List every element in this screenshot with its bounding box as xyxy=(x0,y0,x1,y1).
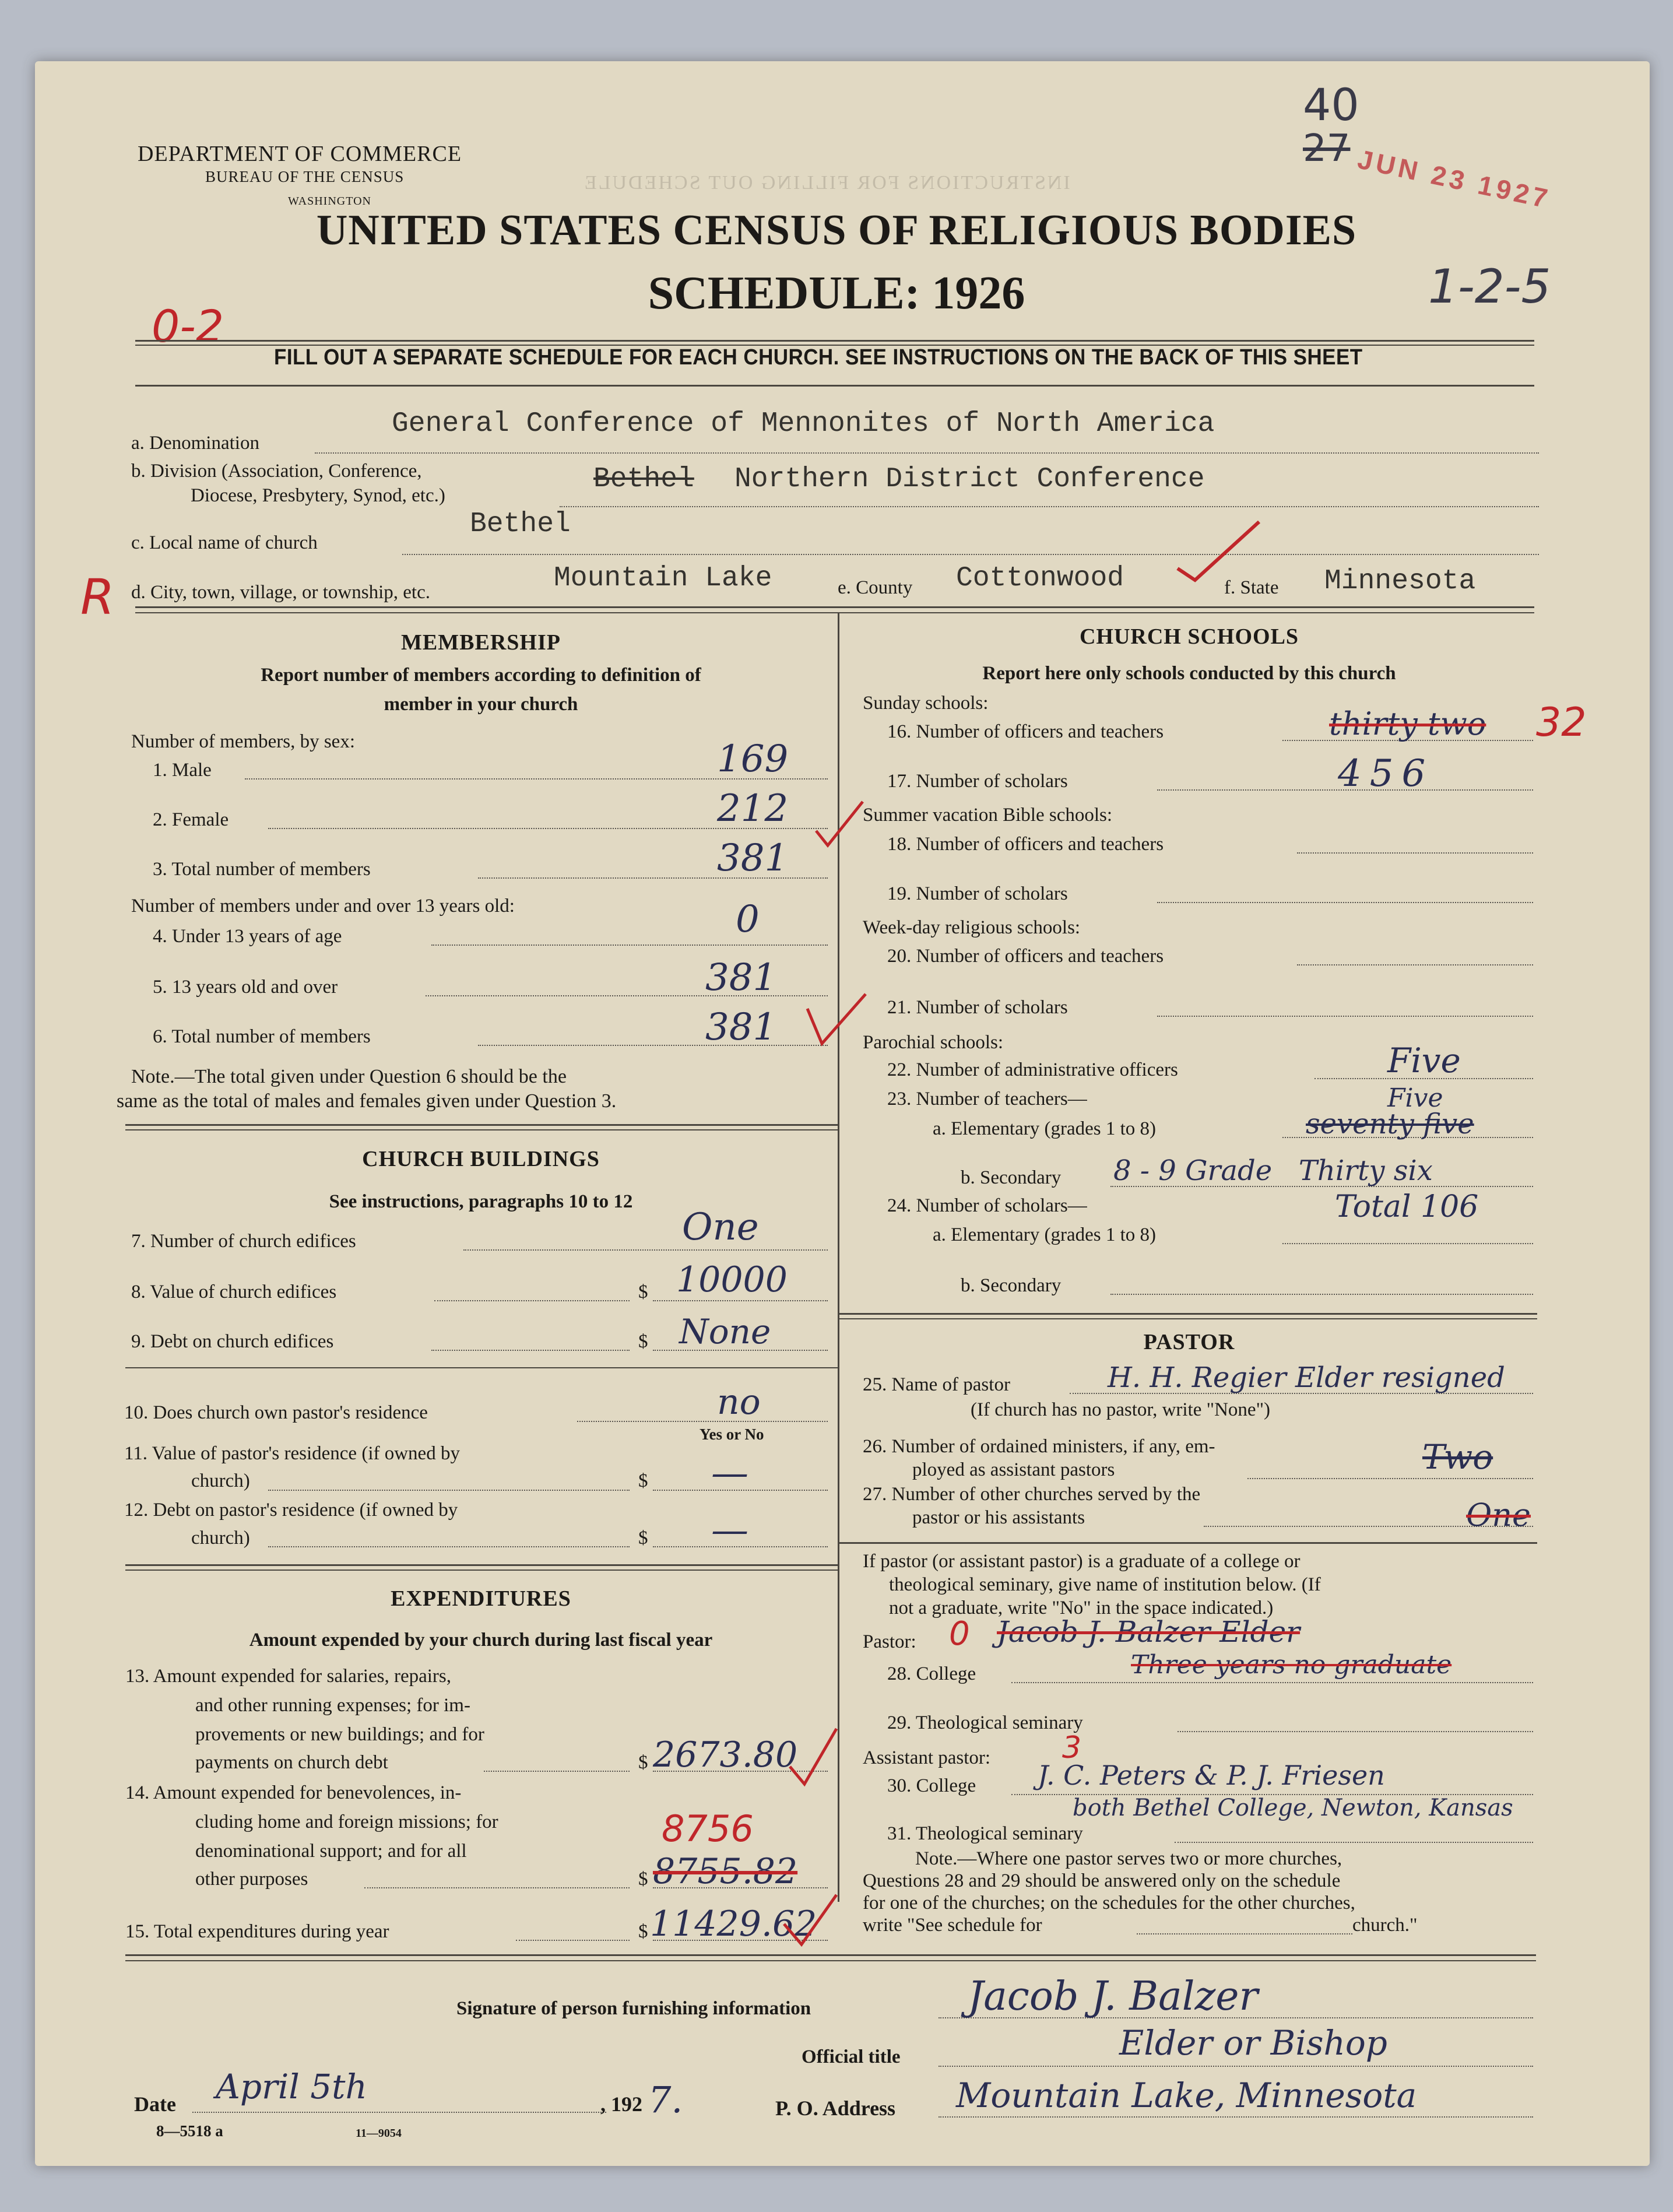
sunday-schools-label: Sunday schools: xyxy=(863,693,989,714)
q13-label-3: provements or new buildings; and for xyxy=(195,1724,484,1745)
received-date-stamp: JUN 23 1927 xyxy=(1355,143,1554,215)
red-checkmark-county xyxy=(1172,516,1265,586)
q26-label: 26. Number of ordained ministers, if any, em- xyxy=(863,1436,1215,1457)
red-checkmark-q15 xyxy=(781,1889,839,1947)
q19-label: 19. Number of scholars xyxy=(887,883,1068,904)
q30-value: J. C. Peters & P. J. Friesen xyxy=(1038,1760,1385,1791)
q30-value-2: both Bethel College, Newton, Kansas xyxy=(1073,1795,1513,1821)
local-name-line xyxy=(402,554,1539,555)
main-bottom-rule xyxy=(125,1954,1536,1956)
membership-heading: MEMBERSHIP xyxy=(401,630,561,655)
pastor-note-3: for one of the churches; on the schedules for the other churches, xyxy=(863,1893,1355,1913)
city-heading: WASHINGTON xyxy=(288,195,371,208)
q25-note: (If church has no pastor, write "None") xyxy=(971,1399,1271,1420)
graduate-instructions-3: not a graduate, write "No" in the space indicated.) xyxy=(889,1597,1274,1618)
q4-label: 4. Under 13 years of age xyxy=(153,926,342,947)
department-heading: DEPARTMENT OF COMMERCE xyxy=(138,142,462,166)
division-line xyxy=(560,506,1539,507)
division-label-2: Diocese, Presbytery, Synod, etc.) xyxy=(191,485,445,506)
county-value: Cottonwood xyxy=(956,563,1124,594)
q12-dollar: $ xyxy=(638,1528,648,1549)
signature-value: Jacob J. Balzer xyxy=(968,1974,1259,2020)
membership-rule-2 xyxy=(125,1129,838,1130)
q2-value: 212 xyxy=(717,787,789,830)
po-address-value: Mountain Lake, Minnesota xyxy=(956,2076,1417,2115)
membership-intro-2: member in your church xyxy=(384,694,578,715)
q13-label: 13. Amount expended for salaries, repairs, xyxy=(125,1666,452,1687)
membership-rule xyxy=(125,1124,838,1126)
membership-note-2: same as the total of males and females given under Question 3. xyxy=(117,1090,617,1112)
struck-filing-number-text: 27 xyxy=(1303,127,1351,170)
q24a-label: a. Elementary (grades 1 to 8) xyxy=(933,1224,1157,1245)
q20-line xyxy=(1297,964,1533,965)
buildings-intro: See instructions, paragraphs 10 to 12 xyxy=(329,1191,633,1212)
q11-label: 11. Value of pastor's residence (if owned by xyxy=(124,1443,460,1464)
state-value: Minnesota xyxy=(1324,566,1476,597)
q23a-struck-text: seventy five xyxy=(1306,1108,1474,1140)
q13-line xyxy=(484,1771,630,1772)
denomination-value: General Conference of Mennonites of North America xyxy=(392,408,1215,440)
membership-intro: Report number of members according to definition of xyxy=(261,665,701,686)
filing-number: 40 xyxy=(1303,79,1359,131)
date-line xyxy=(192,2112,606,2113)
q30-label: 30. College xyxy=(887,1775,976,1796)
assistant-pastor-label: Assistant pastor: xyxy=(863,1747,991,1768)
q23a-struck-value xyxy=(1306,1108,1474,1140)
q4-line xyxy=(431,945,828,946)
q8-dollar: $ xyxy=(638,1281,648,1302)
official-title-line xyxy=(939,2066,1533,2067)
q16-struck-value xyxy=(1329,705,1486,742)
form-title: UNITED STATES CENSUS OF RELIGIOUS BODIES xyxy=(316,206,1357,254)
q17-label: 17. Number of scholars xyxy=(887,771,1068,792)
q9-line xyxy=(431,1350,630,1351)
weekday-schools-label: Week-day religious schools: xyxy=(863,917,1081,938)
q13-value: 2673.80 xyxy=(653,1735,798,1775)
q18-label: 18. Number of officers and teachers xyxy=(887,834,1164,855)
q16-label: 16. Number of officers and teachers xyxy=(887,721,1164,742)
q5-label: 5. 13 years old and over xyxy=(153,977,338,998)
denomination-label: a. Denomination xyxy=(131,433,259,454)
q8-label: 8. Value of church edifices xyxy=(131,1281,337,1302)
pastor-note-4b: church." xyxy=(1352,1915,1418,1936)
q25-value: H. H. Regier Elder resigned xyxy=(1108,1361,1505,1394)
pastor-note: Note.—Where one pastor serves two or more churches, xyxy=(915,1848,1342,1869)
header-rule-top xyxy=(135,340,1534,342)
print-number: 11—9054 xyxy=(356,2127,402,2140)
q23b-label: b. Secondary xyxy=(961,1167,1062,1188)
po-address-line xyxy=(939,2116,1533,2118)
date-label: Date xyxy=(134,2092,176,2116)
q1-value: 169 xyxy=(717,738,789,781)
instruction-banner: FILL OUT A SEPARATE SCHEDULE FOR EACH CHURCH. SEE INSTRUCTIONS ON THE BACK OF THIS SHEET xyxy=(274,345,1363,370)
header-rule-bottom xyxy=(135,385,1534,387)
q3-value: 381 xyxy=(717,837,789,880)
official-title-value: Elder or Bishop xyxy=(1119,2023,1387,2063)
pastor-value xyxy=(997,1615,1300,1649)
denomination-line xyxy=(315,452,1539,454)
q8-line xyxy=(434,1300,630,1301)
members-by-sex-label: Number of members, by sex: xyxy=(131,731,355,752)
summer-schools-label: Summer vacation Bible schools: xyxy=(863,805,1113,826)
q27-label-2: pastor or his assistants xyxy=(912,1507,1085,1528)
parochial-schools-label: Parochial schools: xyxy=(863,1032,1004,1053)
county-label: e. County xyxy=(838,577,913,598)
q22-label: 22. Number of administrative officers xyxy=(887,1059,1178,1080)
q13-label-4: payments on church debt xyxy=(195,1752,388,1773)
q10-line xyxy=(577,1421,828,1422)
q13-dollar: $ xyxy=(638,1752,648,1773)
q8-value: 10000 xyxy=(676,1259,788,1300)
city-value: Mountain Lake xyxy=(554,563,772,594)
expenditures-intro: Amount expended by your church during last fiscal year xyxy=(249,1630,713,1651)
q14-struck-value xyxy=(653,1851,797,1892)
q7-value: One xyxy=(682,1206,759,1249)
q7-line xyxy=(463,1249,828,1251)
yes-no-caption: Yes or No xyxy=(700,1425,764,1443)
pastor-mark: 0 xyxy=(949,1615,970,1653)
q21-line xyxy=(1157,1016,1533,1017)
q15-label: 15. Total expenditures during year xyxy=(125,1921,389,1942)
buildings-rule-2 xyxy=(125,1570,838,1571)
schools-heading: CHURCH SCHOOLS xyxy=(1079,624,1299,649)
q28-line xyxy=(1011,1682,1533,1683)
q19-line xyxy=(1157,902,1533,903)
expenditures-heading: EXPENDITURES xyxy=(391,1586,571,1611)
q6-label: 6. Total number of members xyxy=(153,1026,371,1047)
q24-label: 24. Number of scholars— xyxy=(887,1195,1087,1216)
division-value: Northern District Conference xyxy=(734,464,1205,495)
division-label: b. Division (Association, Conference, xyxy=(131,461,422,482)
q14-dollar: $ xyxy=(638,1869,648,1890)
year-digit: 7. xyxy=(648,2078,683,2121)
code-left: 0-2 xyxy=(152,300,224,352)
schedule-title: SCHEDULE: 1926 xyxy=(648,268,1025,319)
pastor-note-2: Questions 28 and 29 should be answered only on the schedule xyxy=(863,1870,1341,1891)
q15-line xyxy=(516,1940,630,1941)
q23-label: 23. Number of teachers— xyxy=(887,1089,1087,1109)
buildings-heading: CHURCH BUILDINGS xyxy=(362,1147,600,1171)
q28-label: 28. College xyxy=(887,1663,976,1684)
q5-value: 381 xyxy=(705,956,777,999)
assistant-pastor-mark: 3 xyxy=(1062,1730,1082,1765)
q14-struck-text: 8755.82 xyxy=(653,1851,798,1892)
q11-label-2: church) xyxy=(191,1470,250,1491)
struck-filing-number xyxy=(1303,127,1350,170)
division-struck-value xyxy=(593,464,694,495)
q18-line xyxy=(1297,852,1533,854)
red-checkmark-q13 xyxy=(787,1726,839,1790)
review-mark-r: R xyxy=(80,568,115,626)
q25-label: 25. Name of pastor xyxy=(863,1374,1010,1395)
pastor-name-text: Jacob J. Balzer Elder xyxy=(997,1615,1301,1649)
q27-value: One xyxy=(1466,1497,1531,1533)
q23a-value: Five xyxy=(1387,1083,1443,1113)
main-bottom-rule-2 xyxy=(125,1960,1536,1961)
red-checkmark-q6 xyxy=(804,991,869,1049)
q2-label: 2. Female xyxy=(153,809,229,830)
red-checkmark-q2 xyxy=(813,799,866,851)
q9-value: None xyxy=(679,1312,771,1351)
q14-label-3: denominational support; and for all xyxy=(195,1841,467,1862)
q12-label: 12. Debt on pastor's residence (if owned by xyxy=(124,1500,458,1521)
q15-value: 11429.62 xyxy=(650,1904,817,1944)
official-title-label: Official title xyxy=(802,2046,901,2067)
graduate-instructions-2: theological seminary, give name of institution below. (If xyxy=(889,1574,1321,1595)
local-name-value: Bethel xyxy=(470,508,571,540)
q28-value-text: Three years no graduate xyxy=(1131,1650,1452,1680)
q12-value: — xyxy=(711,1509,748,1552)
schools-rule xyxy=(838,1313,1537,1315)
q10-label: 10. Does church own pastor's residence xyxy=(124,1402,428,1423)
q24-total: Total 106 xyxy=(1335,1189,1479,1224)
q9-label: 9. Debt on church edifices xyxy=(131,1331,334,1352)
q14-line xyxy=(364,1887,630,1888)
code-right: 1-2-5 xyxy=(1428,259,1551,314)
graduate-instructions: If pastor (or assistant pastor) is a graduate of a college or xyxy=(863,1551,1301,1572)
pastor-note-line xyxy=(1137,1933,1352,1934)
membership-note: Note.—The total given under Question 6 should be the xyxy=(131,1066,567,1087)
bureau-heading: BUREAU OF THE CENSUS xyxy=(205,168,405,185)
q12-label-2: church) xyxy=(191,1528,250,1549)
po-address-label: P. O. Address xyxy=(775,2097,896,2120)
age-intro-label: Number of members under and over 13 years old: xyxy=(131,896,515,917)
year-prefix: , 192 xyxy=(600,2092,642,2116)
q14-label-2: cluding home and foreign missions; for xyxy=(195,1811,498,1832)
q16-struck-text: thirty two xyxy=(1329,705,1486,742)
state-label: f. State xyxy=(1224,577,1279,598)
q14-correction: 8756 xyxy=(662,1807,754,1850)
q24b-line xyxy=(1110,1294,1533,1295)
pastor-label: Pastor: xyxy=(863,1631,916,1652)
q9-dollar: $ xyxy=(638,1331,648,1352)
schools-intro: Report here only schools conducted by this church xyxy=(982,663,1396,684)
q8-amount-line xyxy=(653,1300,828,1301)
division-struck-text: Bethel xyxy=(593,464,694,495)
q15-dollar: $ xyxy=(638,1921,648,1942)
q31-label: 31. Theological seminary xyxy=(887,1823,1083,1844)
q6-value: 381 xyxy=(705,1006,777,1049)
q21-label: 21. Number of scholars xyxy=(887,997,1068,1018)
q20-label: 20. Number of officers and teachers xyxy=(887,946,1164,967)
q26-value: Two xyxy=(1422,1437,1493,1477)
q27-label: 27. Number of other churches served by the xyxy=(863,1484,1201,1505)
q26-line xyxy=(1247,1478,1533,1479)
q26-label-2: ployed as assistant pastors xyxy=(912,1459,1115,1480)
q16-value: 32 xyxy=(1536,700,1587,746)
city-label: d. City, town, village, or township, etc. xyxy=(131,582,430,603)
q24b-label: b. Secondary xyxy=(961,1275,1062,1296)
q29-label: 29. Theological seminary xyxy=(887,1712,1083,1733)
local-name-label: c. Local name of church xyxy=(131,532,318,553)
date-value: April 5th xyxy=(216,2067,367,2106)
ident-rule-bottom-2 xyxy=(135,612,1534,613)
q31-line xyxy=(1175,1842,1533,1843)
q11-value: — xyxy=(711,1452,748,1495)
pastor-heading: PASTOR xyxy=(1143,1330,1235,1354)
q14-label-4: other purposes xyxy=(195,1869,308,1890)
q13-label-2: and other running expenses; for im- xyxy=(195,1695,470,1716)
pastor-rule xyxy=(838,1542,1537,1544)
q11-dollar: $ xyxy=(638,1470,648,1491)
q4-value: 0 xyxy=(736,898,760,941)
ident-rule-bottom xyxy=(135,606,1534,608)
q14-label: 14. Amount expended for benevolences, in- xyxy=(125,1782,462,1803)
signature-label: Signature of person furnishing information xyxy=(456,1998,811,2019)
buildings-rule xyxy=(125,1564,838,1566)
q10-value: no xyxy=(717,1382,761,1423)
q11-line xyxy=(268,1490,630,1491)
q28-value xyxy=(1131,1650,1451,1680)
q24a-line xyxy=(1282,1243,1533,1244)
form-number: 8—5518 a xyxy=(156,2122,223,2140)
q29-line xyxy=(1178,1731,1533,1732)
q23b-value: 8 - 9 Grade Thirty six xyxy=(1113,1154,1433,1187)
q3-label: 3. Total number of members xyxy=(153,859,371,880)
q1-label: 1. Male xyxy=(153,760,212,781)
q17-value: 456 xyxy=(1338,752,1434,795)
bleed-through-text: INSTRUCTIONS FOR FILLING OUT SCHEDULE xyxy=(583,172,1070,194)
q7-label: 7. Number of church edifices xyxy=(131,1231,356,1252)
schools-rule-2 xyxy=(838,1318,1537,1319)
q22-value: Five xyxy=(1387,1041,1461,1080)
buildings-mid-rule xyxy=(125,1367,838,1368)
pastor-note-4: write "See schedule for xyxy=(863,1915,1042,1936)
q23a-label: a. Elementary (grades 1 to 8) xyxy=(933,1118,1157,1139)
q12-line xyxy=(268,1546,630,1547)
